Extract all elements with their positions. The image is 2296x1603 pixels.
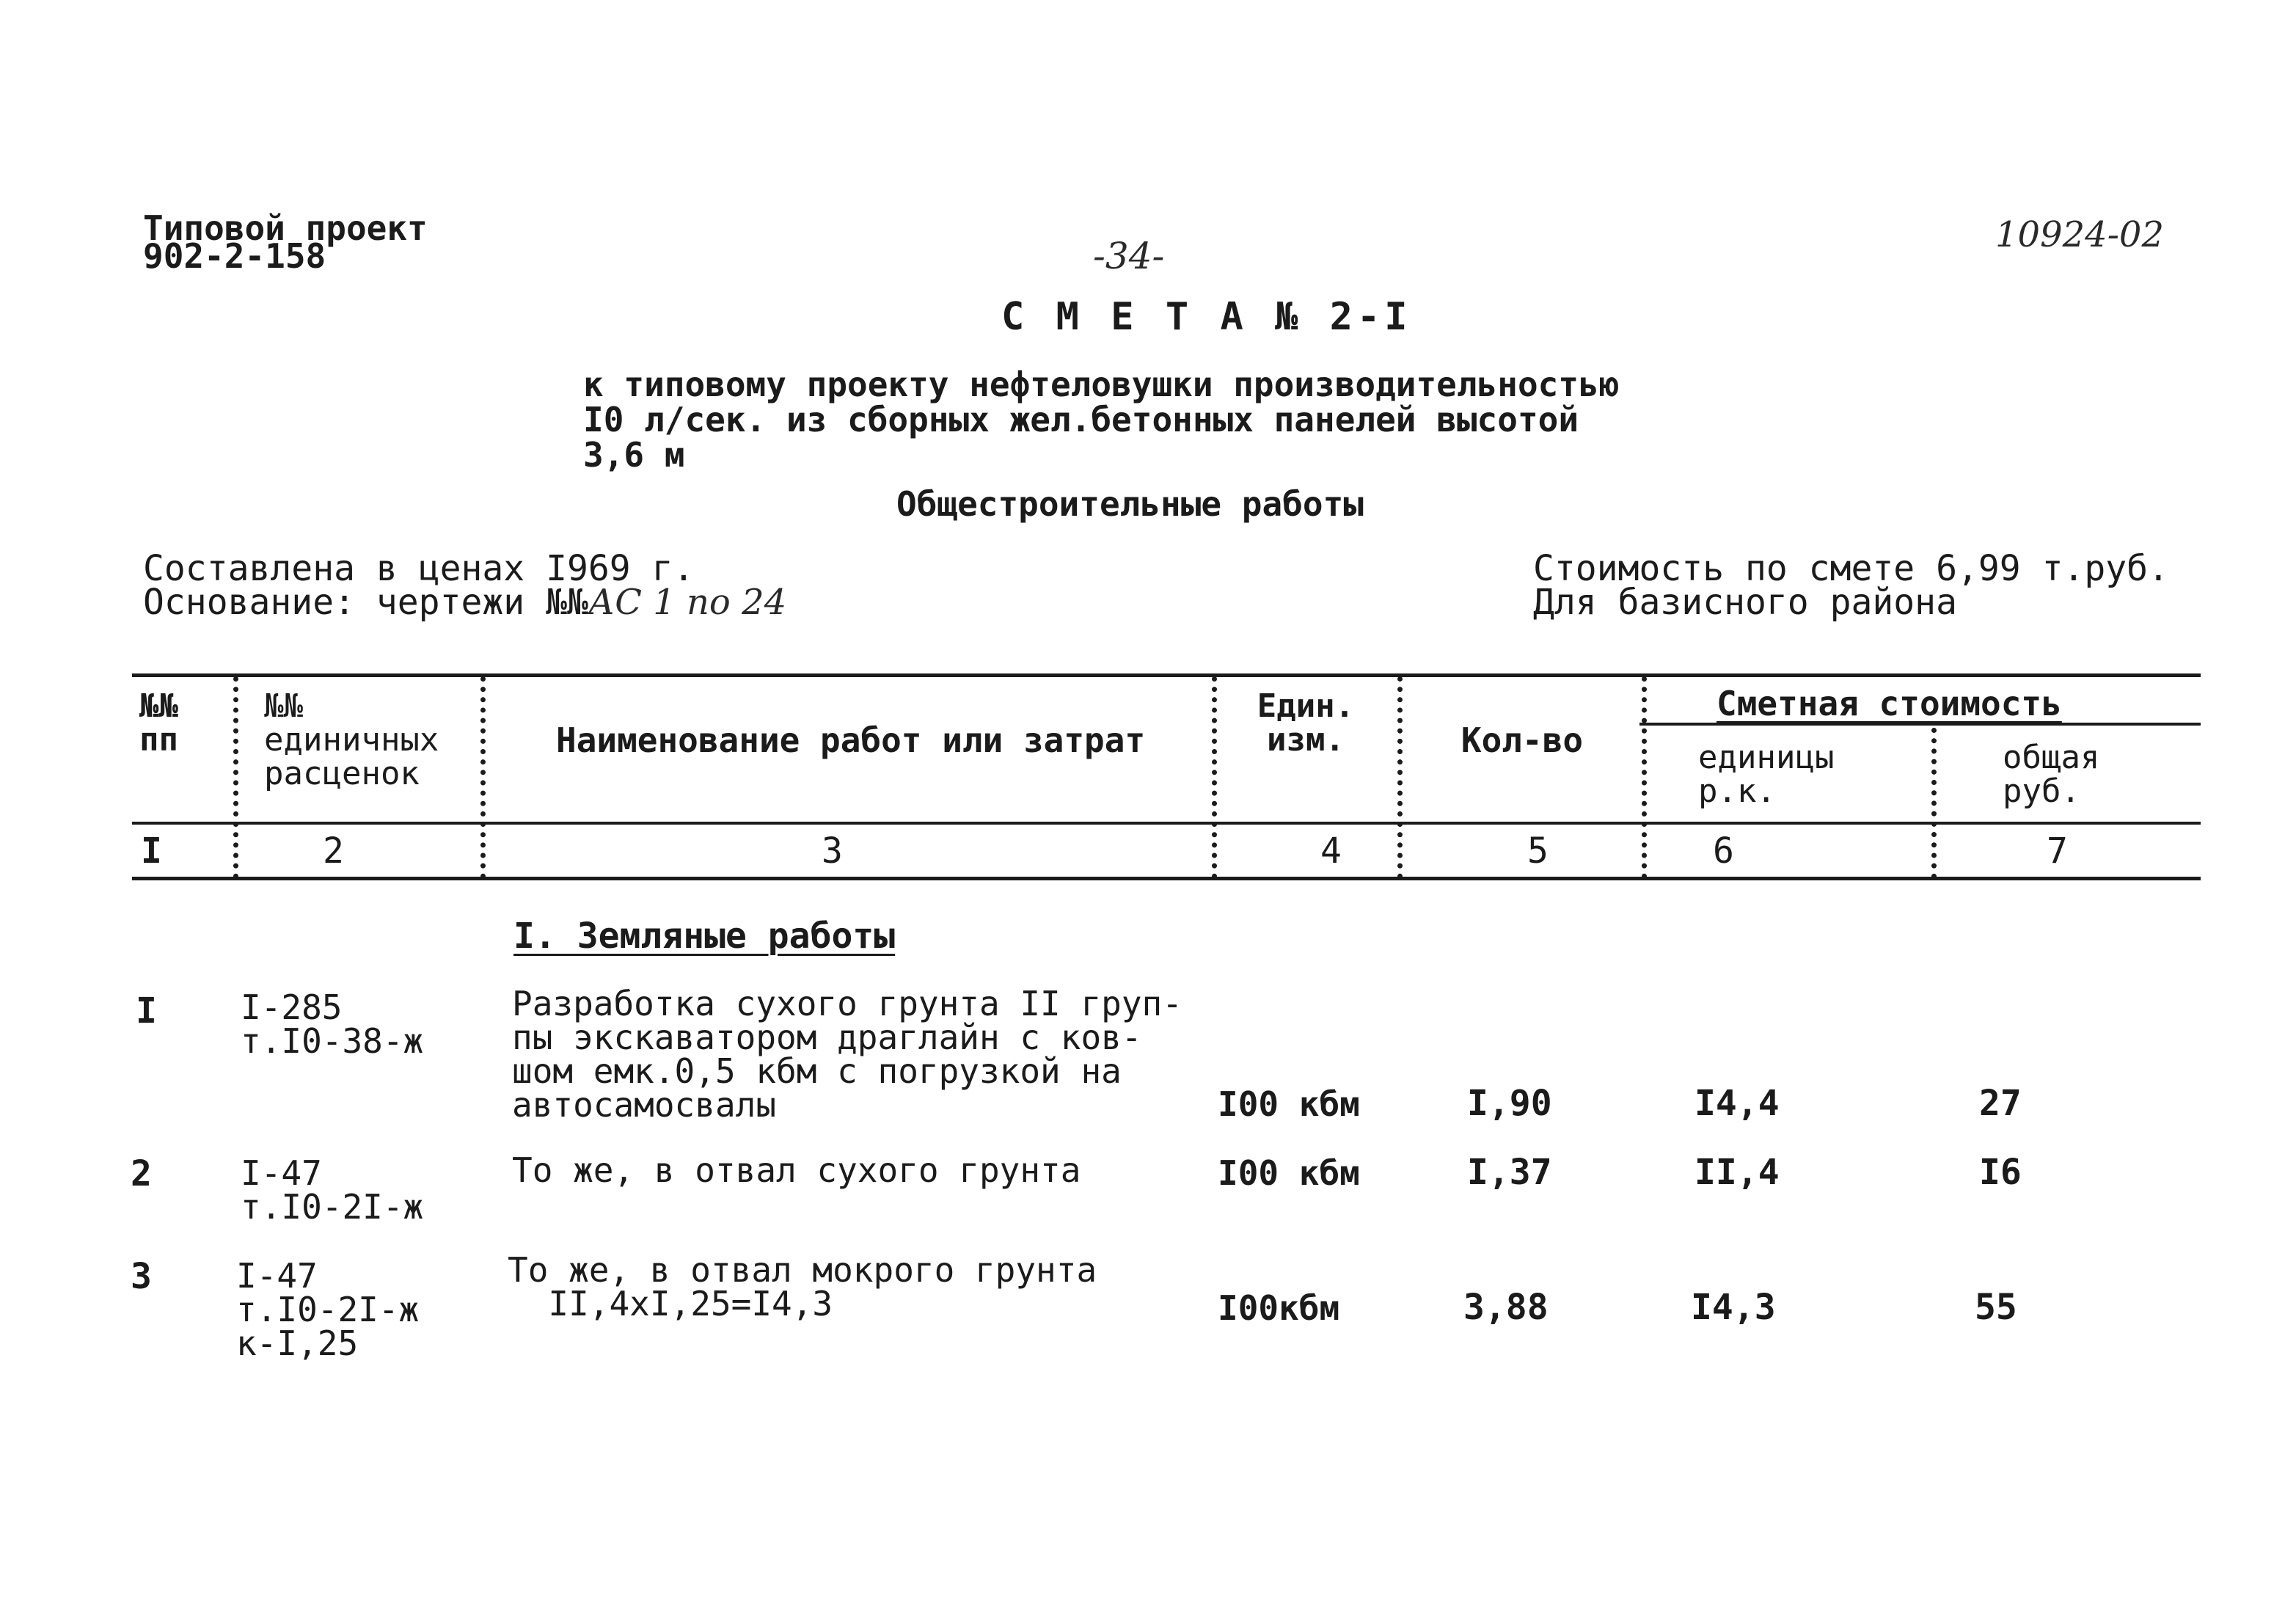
document-subtitle: [583, 365, 1620, 475]
header-col-number: №№ пп: [139, 687, 178, 759]
header-col-unit: Един. изм.: [1257, 687, 1355, 759]
header-col-name: Наименование работ или затрат: [556, 720, 1146, 760]
cost-region-block: [1533, 548, 2169, 623]
header-col-unit-cost: единицы р.к.: [1698, 739, 1835, 810]
colnum-7: 7: [2047, 830, 2068, 872]
colnum-1: I: [141, 830, 162, 872]
cost-line: Стоимость по смете 6,99 т.руб.: [1533, 548, 2169, 589]
row-unit-cost: I4,3: [1691, 1287, 1776, 1328]
page-number: -34-: [1093, 235, 1165, 277]
inventory-number: 10924-02: [1995, 214, 2164, 255]
region-line: Для базисного района: [1533, 582, 1957, 623]
header-bottom-rule: [132, 822, 2201, 825]
col-divider-1: [233, 676, 238, 879]
column-numbers-rule: [132, 877, 2201, 880]
row-number: 2: [131, 1153, 152, 1194]
row-code: I-47 т.I0-2I-ж: [241, 1153, 424, 1227]
row-name: То же, в отвал сухого грунта: [512, 1150, 1081, 1190]
project-number: 902-2-158: [143, 236, 326, 276]
header-col-codes: №№ единичных расценок: [264, 687, 439, 792]
row-number: I: [136, 990, 157, 1031]
row-unit-cost: II,4: [1694, 1152, 1780, 1193]
colnum-3: 3: [822, 830, 843, 872]
col-divider-6: [1931, 728, 1937, 879]
subtitle-line-1: к типовому проекту нефтеловушки производительностью: [583, 365, 1620, 404]
row-name: То же, в отвал мокрого грунта II,4хI,25=I4,3: [508, 1250, 1097, 1323]
row-quantity: 3,88: [1463, 1287, 1549, 1328]
row-code: I-285 т.I0-38-ж: [241, 987, 424, 1061]
row-unit: I00 кбм: [1218, 1153, 1360, 1193]
row-total: 55: [1975, 1287, 2017, 1328]
row-unit: I00кбм: [1218, 1288, 1340, 1328]
prices-line: Составлена в ценах I969 г.: [143, 548, 695, 589]
header-col-total: общая руб.: [2003, 739, 2100, 810]
header-group-cost: Сметная стоимость: [1716, 684, 2062, 723]
row-total: 27: [1979, 1083, 2022, 1124]
colnum-2: 2: [323, 830, 344, 872]
row-number: 3: [131, 1256, 152, 1297]
colnum-6: 6: [1713, 830, 1734, 872]
row-total: I6: [1979, 1152, 2022, 1193]
row-name: Разработка сухого грунта II груп- пы экскаватором драглайн с ков- шом емк.0,5 кбм с погрузкой на автосамосвалы: [512, 984, 1182, 1125]
row-unit: I00 кбм: [1218, 1084, 1360, 1124]
project-label: [143, 208, 428, 276]
colnum-4: 4: [1320, 830, 1342, 872]
col-divider-3: [1212, 676, 1217, 879]
section-title-text: I. Земляные работы: [513, 916, 896, 957]
section-heading: Общестроительные работы: [896, 484, 1364, 524]
basis-handwritten: АС 1 по 24: [588, 582, 787, 623]
row-quantity: I,90: [1467, 1083, 1552, 1124]
document-title: С М Е Т А № 2-I: [1001, 295, 1412, 339]
row-code: I-47 т.I0-2I-ж к-I,25: [236, 1256, 420, 1363]
subtitle-line-3: 3,6 м: [583, 435, 685, 475]
header-col-quantity: Кол-во: [1460, 720, 1584, 760]
colnum-5: 5: [1527, 830, 1549, 872]
row-unit-cost: I4,4: [1694, 1083, 1780, 1124]
row-quantity: I,37: [1467, 1152, 1552, 1193]
table-top-rule: [132, 673, 2201, 677]
basis-line: [143, 582, 787, 623]
table-section-title: [513, 916, 895, 957]
prices-basis-block: [143, 548, 787, 623]
project-type: Типовой проект: [143, 208, 428, 248]
col-divider-2: [480, 676, 486, 879]
basis-label: Основание: чертежи №№: [143, 582, 588, 623]
col-divider-4: [1397, 676, 1403, 879]
subtitle-line-2: I0 л/сек. из сборных жел.бетонных панелей высотой: [583, 400, 1579, 439]
col-divider-5: [1642, 676, 1647, 879]
